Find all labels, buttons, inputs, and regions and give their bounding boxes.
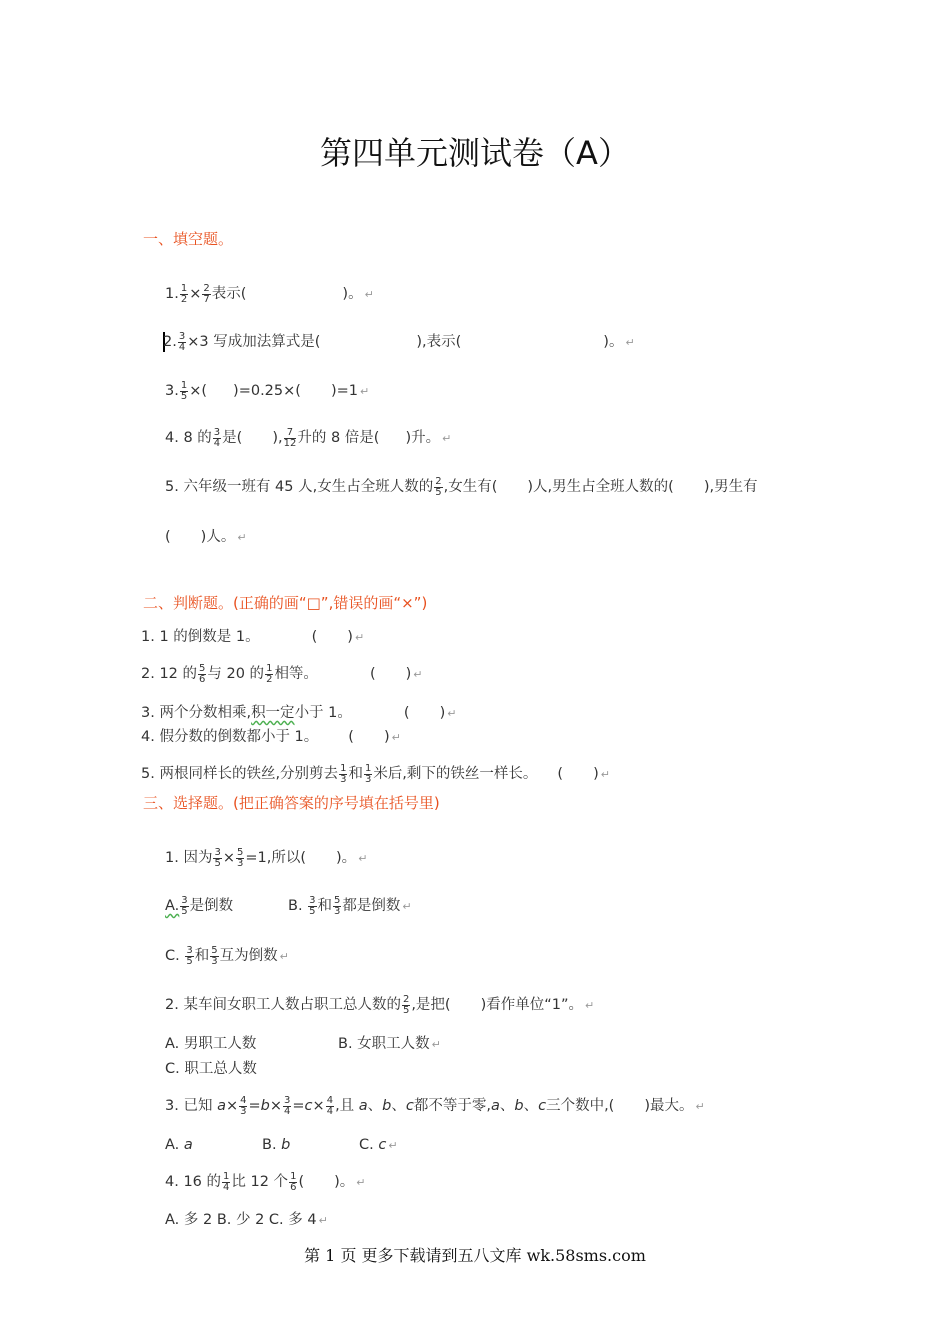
- fill-question-1: 1. $\frac{1}{2}$ × $\frac{2}{7}$ 表示( )。 ↵: [165, 282, 374, 305]
- choice-1-option-c: C. $\frac{3}{5}$ 和 $\frac{5}{3}$ 互为倒数 ↵: [165, 944, 289, 967]
- choice-question-1: 1. 因为 $\frac{3}{5}$ × $\frac{5}{3}$ =1,所以( )。 ↵: [165, 846, 368, 869]
- choice-1-option-b: B. $\frac{3}{5}$ 和 $\frac{5}{3}$ 都是倒数 ↵: [288, 894, 412, 917]
- paragraph-mark: ↵: [391, 731, 401, 744]
- fraction: $\frac{2}{7}$: [203, 282, 210, 305]
- fraction: $\frac{2}{5}$: [435, 475, 442, 498]
- fraction: $\frac{3}{5}$: [186, 944, 193, 967]
- paragraph-mark: ↵: [359, 385, 370, 398]
- fill-question-5-continued: ( )人。 ↵: [165, 529, 247, 545]
- choice-question-2: 2. 某车间女职工人数占职工总人数的 $\frac{2}{5}$ ,是把( )看作单位“1”。 ↵: [165, 993, 595, 1016]
- section-heading-judge: 二、判断题。(正确的画“□”,错误的画“×”): [143, 594, 428, 612]
- fraction: $\frac{3}{5}$: [309, 894, 316, 917]
- fraction: $\frac{1}{5}$: [180, 379, 188, 402]
- choice-2-option-c: C. 职工总人数: [165, 1061, 257, 1077]
- paragraph-mark: ↵: [356, 1176, 366, 1189]
- paragraph-mark: ↵: [431, 1038, 441, 1051]
- choice-question-3: 3. 已知 a× $\frac{4}{3}$ =b× $\frac{3}{4}$ =c× $\frac{4}{4}$ ,且 a、b、c都不等于零,a、b、c三个数中,( )最大。 ↵: [165, 1094, 705, 1117]
- paragraph-mark: ↵: [695, 1100, 705, 1113]
- page-footer: 第 1 页 更多下载请到五八文库 wk.58sms.com: [304, 1246, 646, 1265]
- paragraph-mark: ↵: [442, 432, 452, 445]
- fraction: $\frac{5}{3}$: [236, 846, 244, 869]
- choice-2-option-b: B. 女职工人数 ↵: [338, 1036, 441, 1052]
- paragraph-mark: ↵: [413, 668, 423, 681]
- fraction: $\frac{1}{2}$: [180, 282, 188, 305]
- page-title: 第四单元测试卷（A）: [320, 134, 630, 172]
- fraction: $\frac{4}{3}$: [240, 1094, 247, 1117]
- paragraph-mark: ↵: [364, 288, 374, 301]
- choice-4-options: A. 多 2 B. 少 2 C. 多 4 ↵: [165, 1212, 328, 1228]
- section-heading-fill: 一、填空题。: [143, 230, 234, 248]
- paragraph-mark: ↵: [585, 999, 595, 1012]
- fraction: $\frac{3}{5}$: [181, 894, 188, 917]
- fraction: $\frac{5}{3}$: [211, 944, 218, 967]
- paragraph-mark: ↵: [402, 900, 412, 913]
- fraction: $\frac{3}{4}$: [284, 1094, 291, 1117]
- choice-2-option-a: A. 男职工人数: [165, 1036, 257, 1052]
- fraction: $\frac{5}{6}$: [199, 662, 206, 685]
- judge-question-3: 3. 两个分数相乘,积一定小于 1。 ( ) ↵: [141, 705, 457, 721]
- section-heading-choice: 三、选择题。(把正确答案的序号填在括号里): [143, 794, 440, 812]
- paragraph-mark: ↵: [318, 1214, 328, 1227]
- fraction: $\frac{1}{6}$: [290, 1170, 297, 1193]
- choice-3-option-a: A. a: [165, 1137, 193, 1153]
- fraction: $\frac{7}{12}$: [283, 426, 297, 449]
- paragraph-mark: ↵: [279, 950, 289, 963]
- paragraph-mark: ↵: [600, 768, 610, 781]
- fill-question-4: 4. 8 的 $\frac{3}{4}$ 是( ), $\frac{7}{12}$ 升的 8 倍是( )升。 ↵: [165, 426, 452, 449]
- fraction: $\frac{5}{3}$: [334, 894, 341, 917]
- judge-question-4: 4. 假分数的倒数都小于 1。 ( ) ↵: [141, 729, 401, 745]
- choice-3-option-c: C. c ↵: [359, 1137, 398, 1153]
- fraction: $\frac{1}{3}$: [340, 762, 347, 785]
- paragraph-mark: ↵: [237, 531, 247, 544]
- fraction: $\frac{1}{3}$: [364, 762, 372, 785]
- fraction: $\frac{1}{2}$: [266, 662, 273, 685]
- paragraph-mark: ↵: [354, 631, 365, 644]
- fraction: $\frac{3}{4}$: [178, 330, 186, 353]
- choice-question-4: 4. 16 的 $\frac{1}{4}$ 比 12 个 $\frac{1}{6}$ ( )。 ↵: [165, 1170, 366, 1193]
- fraction: $\frac{1}{4}$: [223, 1170, 230, 1193]
- judge-question-2: 2. 12 的 $\frac{5}{6}$ 与 20 的 $\frac{1}{2}$ 相等。 ( ) ↵: [141, 662, 423, 685]
- paragraph-mark: ↵: [625, 336, 635, 349]
- judge-question-1: 1. 1 的倒数是 1。 ( ) ↵: [141, 629, 365, 645]
- fill-question-2: 2. $\frac{3}{4}$ ×3 写成加法算式是( ),表示( )。 ↵: [163, 330, 635, 353]
- choice-1-option-a: A. $\frac{3}{5}$ 是倒数: [165, 894, 234, 917]
- paragraph-mark: ↵: [447, 707, 457, 720]
- paragraph-mark: ↵: [388, 1139, 398, 1152]
- fraction: $\frac{4}{4}$: [326, 1094, 334, 1117]
- paragraph-mark: ↵: [358, 852, 368, 865]
- judge-question-5: 5. 两根同样长的铁丝,分别剪去 $\frac{1}{3}$ 和 $\frac{1}{3}$ 米后,剩下的铁丝一样长。 ( ) ↵: [141, 762, 610, 785]
- fraction: $\frac{2}{5}$: [402, 993, 410, 1016]
- fill-question-5: 5. 六年级一班有 45 人,女生占全班人数的 $\frac{2}{5}$ ,女生有( )人,男生占全班人数的( ),男生有: [165, 475, 758, 498]
- fraction: $\frac{3}{5}$: [214, 846, 221, 869]
- fill-question-3: 3. $\frac{1}{5}$ ×( )=0.25×( )=1 ↵: [165, 379, 370, 402]
- fraction: $\frac{3}{4}$: [213, 426, 221, 449]
- choice-3-option-b: B. b: [262, 1137, 291, 1153]
